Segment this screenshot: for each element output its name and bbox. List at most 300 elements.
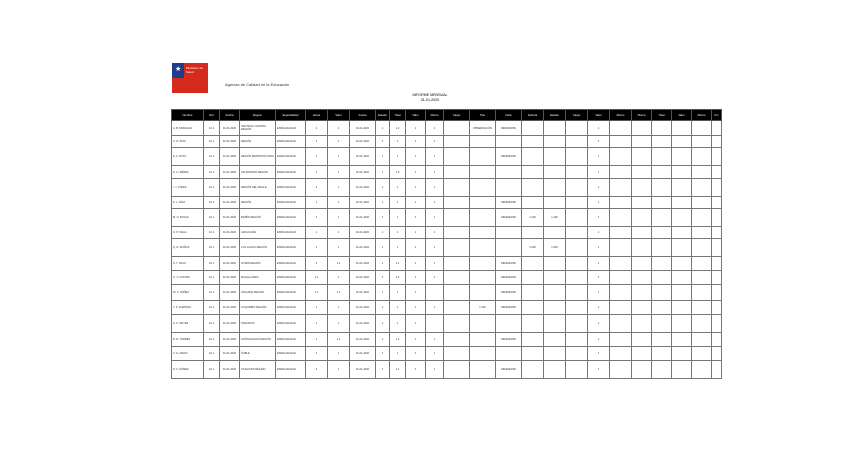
table-cell: 10.1 [204, 121, 220, 136]
table-cell: 1 [426, 166, 444, 179]
table-cell [610, 285, 632, 301]
table-cell [610, 361, 632, 379]
table-cell [610, 197, 632, 209]
table-cell: ESPECIALIDAD [276, 361, 306, 379]
table-cell: 1 [426, 333, 444, 347]
column-header: Valor [672, 110, 692, 121]
table-cell: 10.1 [204, 239, 220, 257]
table-cell: 01-01-2020 [220, 227, 240, 239]
table-cell: 1 [376, 315, 390, 333]
table-cell: 1 [426, 209, 444, 227]
table-cell [712, 136, 722, 148]
table-cell: ÑUBLE [240, 347, 276, 361]
table-cell: 1 [426, 121, 444, 136]
table-cell: 10.1 [204, 197, 220, 209]
table-cell: 1 [588, 285, 610, 301]
table-cell: 01-01-2020 [350, 227, 376, 239]
table-cell: ESPECIALIDAD [276, 121, 306, 136]
table-cell: 1 [376, 136, 390, 148]
table-cell [444, 301, 470, 315]
column-header: Fecha [220, 110, 240, 121]
table-cell: 1 [306, 333, 328, 347]
table-cell: W. X. NÚÑEZ [172, 285, 204, 301]
table-cell [652, 121, 672, 136]
table-cell: 1 [328, 136, 350, 148]
table-cell [652, 227, 672, 239]
table-cell [444, 333, 470, 347]
table-cell: 1 [376, 121, 390, 136]
table-cell: 1.200 [522, 209, 544, 227]
table-cell: 1 [376, 148, 390, 166]
table-cell [712, 209, 722, 227]
table-cell [444, 257, 470, 271]
table-row [172, 257, 722, 271]
table-cell [632, 361, 652, 379]
column-header: Valor [406, 110, 426, 121]
table-cell [444, 361, 470, 379]
table-cell [672, 285, 692, 301]
column-header: Valor [328, 110, 350, 121]
table-cell [470, 197, 496, 209]
table-cell: 01-01-2020 [220, 271, 240, 285]
table-cell [610, 209, 632, 227]
table-cell: 01-01-2020 [350, 257, 376, 271]
table-cell [444, 239, 470, 257]
table-cell: 01-01-2020 [350, 301, 376, 315]
table-cell [692, 121, 712, 136]
table-cell [712, 197, 722, 209]
column-header: Monto [426, 110, 444, 121]
table-cell: 01-01-2020 [220, 121, 240, 136]
table-cell: 1 [426, 257, 444, 271]
table-cell [496, 315, 522, 333]
table-cell [672, 136, 692, 148]
table-cell [712, 148, 722, 166]
table-cell [672, 148, 692, 166]
table-cell: 1 [376, 333, 390, 347]
table-cell [672, 209, 692, 227]
table-cell: PENDIENTE [496, 121, 522, 136]
table-cell [712, 301, 722, 315]
table-cell [522, 197, 544, 209]
table-cell [566, 239, 588, 257]
table-cell: 1 [376, 166, 390, 179]
table-cell [566, 333, 588, 347]
table-cell: 1 [406, 209, 426, 227]
table-row [172, 209, 722, 227]
table-cell [566, 121, 588, 136]
table-cell [470, 148, 496, 166]
column-header: Especialidad [276, 110, 306, 121]
table-cell: 1 [390, 209, 406, 227]
table-cell: 1 [588, 239, 610, 257]
table-cell [632, 227, 652, 239]
table-cell [522, 257, 544, 271]
table-cell: 1 [390, 179, 406, 197]
table-cell [522, 361, 544, 379]
report-date: 01-01-2020 [420, 98, 440, 102]
table-cell: ESPECIALIDAD [276, 239, 306, 257]
table-cell: 1 [376, 285, 390, 301]
table-cell: 1 [390, 301, 406, 315]
table-cell [496, 239, 522, 257]
table-cell [712, 257, 722, 271]
table-cell: SANTIAGO CENTRO REGIÓN [240, 121, 276, 136]
table-cell: 1 [588, 209, 610, 227]
table-cell: 1 [406, 257, 426, 271]
table-cell [632, 179, 652, 197]
table-cell: ESPECIALIDAD [276, 301, 306, 315]
table-cell: ESPECIALIDAD [276, 179, 306, 197]
table-cell: 10.1 [204, 227, 220, 239]
table-cell [566, 301, 588, 315]
table-cell [632, 136, 652, 148]
table-cell [544, 333, 566, 347]
table-cell: 1 [426, 136, 444, 148]
table-cell: 10.1 [204, 257, 220, 271]
table-cell [610, 271, 632, 285]
table-row [172, 148, 722, 166]
table-cell [652, 257, 672, 271]
table-cell [692, 166, 712, 179]
table-cell: 01-01-2020 [220, 239, 240, 257]
table-cell: 01-01-2020 [350, 166, 376, 179]
table-cell: 1 [328, 197, 350, 209]
table-cell: PENDIENTE [496, 148, 522, 166]
table-cell [632, 166, 652, 179]
table-cell: O'HIGGINS REGIÓN [240, 361, 276, 379]
table-cell [652, 347, 672, 361]
table-cell [544, 136, 566, 148]
table-cell: 01-01-2020 [350, 271, 376, 285]
table-cell: 1 [406, 347, 426, 361]
table-cell [632, 285, 652, 301]
table-cell [544, 285, 566, 301]
table-cell: K. L. DÍAZ [172, 197, 204, 209]
column-header: Fin [712, 110, 722, 121]
table-cell: 01-01-2020 [350, 361, 376, 379]
table-cell: 1 [406, 121, 426, 136]
table-cell: 1 [306, 227, 328, 239]
table-cell [692, 301, 712, 315]
table-cell [544, 121, 566, 136]
table-cell: 1 [406, 136, 426, 148]
table-cell: ESPECIALIDAD [276, 285, 306, 301]
table-row [172, 315, 722, 333]
table-cell: 1 [328, 315, 350, 333]
table-cell: 01-01-2020 [350, 285, 376, 301]
table-cell: 01-01-2020 [220, 315, 240, 333]
table-cell: 1 [390, 347, 406, 361]
column-header: Factura [522, 110, 544, 121]
table-cell: 1 [328, 361, 350, 379]
table-cell: 01-01-2020 [220, 179, 240, 197]
table-cell: 01-01-2020 [220, 209, 240, 227]
table-cell: 1 [588, 179, 610, 197]
table-cell [522, 166, 544, 179]
table-cell [470, 333, 496, 347]
table-cell [610, 257, 632, 271]
table-cell: 1 [328, 271, 350, 285]
table-row [172, 197, 722, 209]
table-cell: 1 [426, 197, 444, 209]
table-cell: A. C. REYES [172, 315, 204, 333]
table-cell [692, 209, 712, 227]
table-cell [496, 166, 522, 179]
table-cell [610, 347, 632, 361]
table-cell: PENDIENTE [496, 257, 522, 271]
table-cell: 1 [376, 239, 390, 257]
table-cell: 1 [390, 197, 406, 209]
table-cell [652, 285, 672, 301]
table-cell: ANTOFAGASTA REGIÓN [240, 333, 276, 347]
table-cell: ESPECIALIDAD [276, 136, 306, 148]
column-header: Total [652, 110, 672, 121]
table-cell [672, 197, 692, 209]
table-cell [610, 301, 632, 315]
table-cell [712, 166, 722, 179]
table-cell: ESPECIALIDAD [276, 257, 306, 271]
header-row [172, 110, 722, 121]
logo [172, 63, 208, 93]
table-cell: 1 [328, 301, 350, 315]
table-cell: 1.2 [390, 333, 406, 347]
table-cell [652, 166, 672, 179]
table-row [172, 179, 722, 197]
table-cell [470, 347, 496, 361]
table-cell [496, 179, 522, 197]
table-cell [632, 148, 652, 166]
table-cell: 1 [306, 166, 328, 179]
report-title: INFORME MENSUAL [412, 93, 448, 97]
column-header: Estado [376, 110, 390, 121]
table-cell: 1 [588, 227, 610, 239]
table-cell: 1 [588, 361, 610, 379]
column-header: Rut [204, 110, 220, 121]
table-cell: 1 [376, 197, 390, 209]
table-cell: 1 [328, 121, 350, 136]
table-cell: PENDIENTE [496, 197, 522, 209]
table-cell: 01-01-2020 [350, 197, 376, 209]
table-cell: 1 [406, 361, 426, 379]
table-cell [544, 315, 566, 333]
table-cell [544, 301, 566, 315]
table-cell: 01-01-2020 [350, 121, 376, 136]
table-cell: OBSERVACIÓN [470, 121, 496, 136]
table-cell [470, 257, 496, 271]
table-cell: 1 [306, 136, 328, 148]
table-cell: 1 [406, 166, 426, 179]
table-cell: 1.2 [390, 271, 406, 285]
table-cell [444, 315, 470, 333]
table-cell: 1 [426, 361, 444, 379]
table-cell: REGIÓN [240, 136, 276, 148]
table-cell: ESPECIALIDAD [276, 271, 306, 285]
table-cell: PENDIENTE [496, 301, 522, 315]
table-cell: 1 [406, 315, 426, 333]
table-cell: 01-01-2020 [220, 333, 240, 347]
table-cell: 1 [406, 227, 426, 239]
table-cell: 1 [306, 197, 328, 209]
table-cell [522, 148, 544, 166]
table-cell: 1 [328, 209, 350, 227]
table-cell: 10.1 [204, 179, 220, 197]
table-cell [544, 197, 566, 209]
table-cell: 1 [328, 239, 350, 257]
table-cell [470, 271, 496, 285]
table-cell: 1 [390, 136, 406, 148]
table-cell: 01-01-2020 [220, 148, 240, 166]
table-cell: U. V. CASTRO [172, 271, 204, 285]
table-cell [544, 179, 566, 197]
table-cell [672, 227, 692, 239]
table-cell: PENDIENTE [496, 333, 522, 347]
table-cell [444, 197, 470, 209]
table-cell: LOS LAGOS REGIÓN [240, 239, 276, 257]
table-cell [652, 197, 672, 209]
table-cell: ESPECIALIDAD [276, 347, 306, 361]
table-cell [692, 148, 712, 166]
table-cell: C. D. RUIZ [172, 136, 204, 148]
table-cell: 1.5 [390, 166, 406, 179]
table-cell [652, 315, 672, 333]
table-cell: ESPECIALIDAD [276, 197, 306, 209]
star-icon: ★ [175, 66, 182, 73]
table-cell: ATACAMA REGIÓN [240, 285, 276, 301]
table-cell: 10.1 [204, 285, 220, 301]
table-cell: REGIÓN [240, 197, 276, 209]
table-cell [566, 136, 588, 148]
table-cell: 1.100 [470, 301, 496, 315]
table-cell: 1 [406, 333, 426, 347]
table-cell [470, 315, 496, 333]
table-cell: 01-01-2020 [350, 239, 376, 257]
table-cell: 1 [328, 166, 350, 179]
table-cell: 1 [406, 285, 426, 301]
table-cell [632, 271, 652, 285]
table-cell [652, 333, 672, 347]
table-cell [426, 285, 444, 301]
table-cell: 10.1 [204, 136, 220, 148]
table-cell [544, 148, 566, 166]
table-cell: TARAPACÁ [240, 315, 276, 333]
table-cell: G. H. PÉREZ [172, 166, 204, 179]
table-cell: PENDIENTE [496, 271, 522, 285]
table-cell [470, 179, 496, 197]
table-cell [470, 136, 496, 148]
table-cell [672, 257, 692, 271]
table-cell: 1.2 [390, 121, 406, 136]
table-cell: PENDIENTE [496, 361, 522, 379]
table-cell: 1 [426, 301, 444, 315]
table-cell [692, 285, 712, 301]
table-cell [522, 179, 544, 197]
table-cell: VALPARAÍSO REGIÓN [240, 166, 276, 179]
table-cell [566, 315, 588, 333]
table-cell: A. B. MORALES [172, 121, 204, 136]
table-cell: 1 [406, 148, 426, 166]
table-cell [692, 239, 712, 257]
table-cell [712, 179, 722, 197]
table-cell [566, 285, 588, 301]
table-cell [544, 271, 566, 285]
table-cell: 1 [406, 271, 426, 285]
table-cell [672, 333, 692, 347]
table-cell: AYSÉN REGIÓN [240, 257, 276, 271]
table-row [172, 239, 722, 257]
column-header: Fecha [350, 110, 376, 121]
table-cell: 1 [306, 239, 328, 257]
table-cell [544, 347, 566, 361]
table-cell [672, 315, 692, 333]
table-cell [712, 239, 722, 257]
table-cell: 01-01-2020 [350, 209, 376, 227]
table-cell [652, 271, 672, 285]
table-cell [522, 315, 544, 333]
table-cell [444, 285, 470, 301]
table-cell: 1.000 [522, 239, 544, 257]
table-cell [496, 136, 522, 148]
column-header: Valor [588, 110, 610, 121]
table-cell [522, 227, 544, 239]
table-cell [444, 166, 470, 179]
table-row [172, 121, 722, 136]
table-cell: C. E. ARAYA [172, 347, 204, 361]
table-cell: 1.1 [390, 361, 406, 379]
table-cell: 01-01-2020 [220, 361, 240, 379]
table-cell: REGIÓN DEL MAULE [240, 179, 276, 197]
table-cell: 10.1 [204, 301, 220, 315]
table-cell [444, 347, 470, 361]
table-cell [566, 271, 588, 285]
table-cell: 01-01-2020 [220, 166, 240, 179]
table-cell [566, 179, 588, 197]
table-cell [692, 197, 712, 209]
table-cell [610, 148, 632, 166]
table-cell [610, 121, 632, 136]
table-cell: D. F. GÓMEZ [172, 361, 204, 379]
table-cell: 1 [328, 347, 350, 361]
table-cell: M. N. ROJAS [172, 209, 204, 227]
table-cell: 1 [406, 179, 426, 197]
table-cell: 1 [306, 148, 328, 166]
table-cell [672, 239, 692, 257]
table-cell: 2 [306, 257, 328, 271]
table-cell: ESPECIALIDAD [276, 209, 306, 227]
table-cell: 1 [376, 271, 390, 285]
table-cell: ESPECIALIDAD [276, 227, 306, 239]
table-cell: 1 [588, 197, 610, 209]
table-cell: 1 [306, 301, 328, 315]
table-cell [566, 361, 588, 379]
table-cell [566, 166, 588, 179]
table-cell [522, 347, 544, 361]
table-cell: 1 [588, 333, 610, 347]
table-cell: 10.1 [204, 148, 220, 166]
table-cell: 01-01-2020 [350, 347, 376, 361]
table-cell [692, 347, 712, 361]
table-cell: 1 [588, 347, 610, 361]
table-cell: B. D. TORRES [172, 333, 204, 347]
table-cell [712, 347, 722, 361]
table-cell: 1 [426, 148, 444, 166]
table-cell [632, 347, 652, 361]
table-row [172, 347, 722, 361]
table-cell: COQUIMBO REGIÓN [240, 301, 276, 315]
table-cell: 1 [328, 227, 350, 239]
table-cell: 01-01-2020 [350, 315, 376, 333]
table-cell [672, 121, 692, 136]
